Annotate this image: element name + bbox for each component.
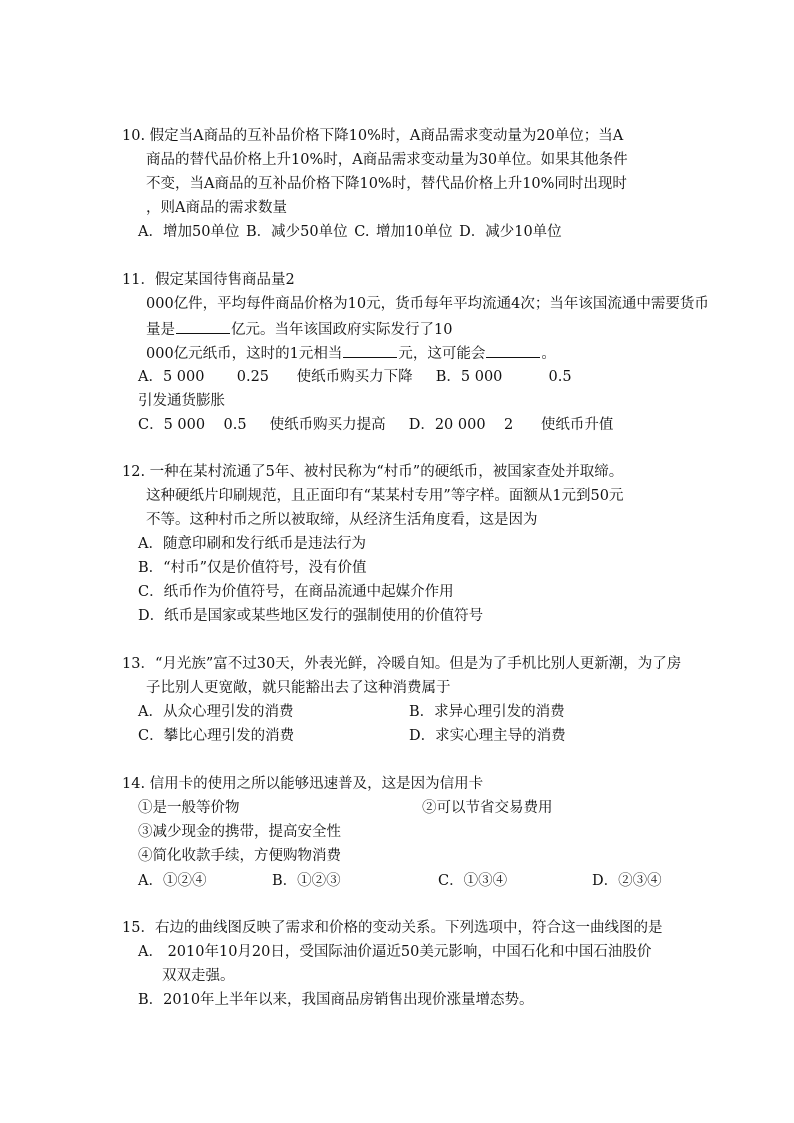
q11-stem-line-3 bbox=[146, 319, 452, 340]
q11-stem-text: 亿元。当年该国政府实际发行了10 bbox=[231, 322, 453, 338]
q12-stem-line-2: 这种硬纸片印刷规范，且正面印有“某某村专用”等字样。面额从1元到50元 bbox=[146, 488, 624, 504]
q14-option-a: A．①②④ bbox=[138, 873, 207, 889]
q14-statement-3: ③减少现金的携带，提高安全性 bbox=[138, 824, 341, 840]
q15-option-b: B．2010年上半年以来，我国商品房销售出现价涨量增态势。 bbox=[138, 992, 534, 1008]
q11-blank-1 bbox=[176, 319, 230, 334]
q12-option-c: C．纸币作为价值符号，在商品流通中起媒介作用 bbox=[138, 584, 454, 600]
q14-stem-line-1: 14. 信用卡的使用之所以能够迅速普及，这是因为信用卡 bbox=[122, 776, 484, 792]
q10-stem-line-4: ，则A商品的需求数量 bbox=[146, 200, 287, 216]
q13-option-c: C．攀比心理引发的消费 bbox=[138, 728, 295, 744]
q14-statement-2: ②可以节省交易费用 bbox=[422, 800, 553, 816]
q11-stem-line-1: 11．假定某国待售商品量2 bbox=[122, 272, 295, 288]
q14-option-b: B．①②③ bbox=[272, 873, 341, 889]
q10-stem-line-3: 不变，当A商品的互补品价格下降10%时，替代品价格上升10%同时出现时 bbox=[146, 176, 627, 192]
q13-stem-line-2: 子比别人更宽敞，就只能豁出去了这种消费属于 bbox=[146, 680, 451, 696]
q11-stem-line-4 bbox=[146, 343, 556, 364]
q12-option-b: B．“村币”仅是价值符号，没有价值 bbox=[138, 560, 367, 576]
q11-stem-text: 。 bbox=[541, 346, 556, 362]
q11-stem-text: 元，这可能会 bbox=[398, 346, 486, 362]
q14-statement-1: ①是一般等价物 bbox=[138, 800, 240, 816]
q11-option-a: A．5 000 0.25 使纸币购买力下降 B．5 000 0.5 bbox=[138, 369, 572, 385]
q14-statement-4: ④简化收款手续，方便购物消费 bbox=[138, 848, 341, 864]
q11-blank-2 bbox=[343, 343, 397, 358]
q11-option-cd: C．5 000 0.5 使纸币购买力提高 D．20 000 2 使纸币升值 bbox=[138, 417, 614, 433]
q10-stem-line-1: 10. 假定当A商品的互补品价格下降10%时，A商品需求变动量为20单位；当A bbox=[122, 128, 624, 144]
q13-option-a: A．从众心理引发的消费 bbox=[138, 704, 294, 720]
q15-option-a-cont: 双双走强。 bbox=[162, 968, 235, 984]
q14-option-c: C．①③④ bbox=[438, 873, 508, 889]
q14-option-d: D．②③④ bbox=[592, 873, 662, 889]
q11-stem-line-2: 000亿件，平均每件商品价格为10元，货币每年平均流通4次；当年该国流通中需要货币 bbox=[146, 296, 709, 312]
q12-option-a: A．随意印刷和发行纸币是违法行为 bbox=[138, 536, 366, 552]
q11-blank-3 bbox=[486, 343, 540, 358]
q15-option-a: A． 2010年10月20日，受国际油价逼近50美元影响，中国石化和中国石油股价 bbox=[138, 944, 652, 960]
q13-option-b: B．求异心理引发的消费 bbox=[409, 704, 565, 720]
q10-stem-line-2: 商品的替代品价格上升10%时，A商品需求变动量为30单位。如果其他条件 bbox=[146, 152, 628, 168]
q11-option-a-cont: 引发通货膨胀 bbox=[138, 393, 225, 409]
q11-stem-text: 量是 bbox=[146, 322, 175, 338]
q11-stem-text: 000亿元纸币，这时的1元相当 bbox=[146, 346, 343, 362]
q12-option-d: D．纸币是国家或某些地区发行的强制使用的价值符号 bbox=[138, 608, 484, 624]
q13-stem-line-1: 13．“月光族”富不过30天，外表光鲜，冷暖自知。但是为了手机比别人更新潮，为了房 bbox=[122, 656, 682, 672]
q12-stem-line-3: 不等。这种村币之所以被取缔，从经济生活角度看，这是因为 bbox=[146, 512, 538, 528]
q13-option-d: D．求实心理主导的消费 bbox=[409, 728, 566, 744]
q12-stem-line-1: 12. 一种在某村流通了5年、被村民称为“村币”的硬纸币，被国家查处并取缔。 bbox=[122, 464, 624, 480]
q15-stem-line-1: 15．右边的曲线图反映了需求和价格的变动关系。下列选项中，符合这一曲线图的是 bbox=[122, 920, 663, 936]
q10-options: A．增加50单位 B．减少50单位 C. 增加10单位 D．减少10单位 bbox=[138, 224, 562, 240]
